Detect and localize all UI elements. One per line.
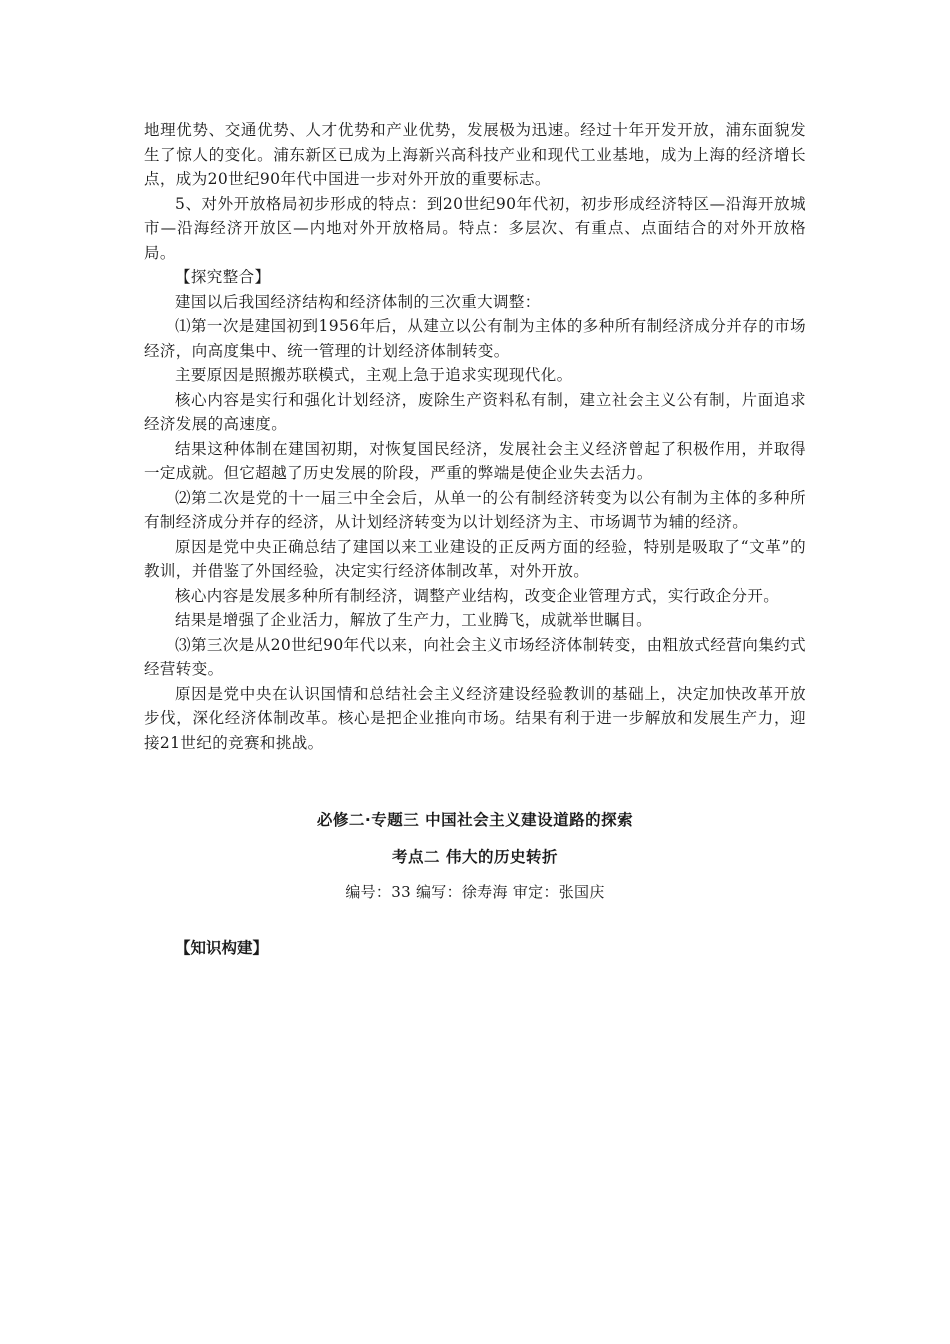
section-title: 必修二·专题三 中国社会主义建设道路的探索	[316, 811, 634, 829]
body-paragraph: 5、对外开放格局初步形成的特点：到20世纪90年代初，初步形成经济特区—沿海开放城市—沿海经济开放区—内地对外开放格局。特点：多层次、有重点、点面结合的对外开放格局。	[144, 194, 806, 262]
body-paragraph: 原因是党中央在认识国情和总结社会主义经济建设经验教训的基础上，决定加快改革开放步伐，深化经济体制改革。核心是把企业推向市场。结果有利于进一步解放和发展生产力，迎接21世纪的竞赛和挑战。	[144, 684, 806, 752]
body-paragraph: 核心内容是实行和强化计划经济，废除生产资料私有制，建立社会主义公有制，片面追求经济发展的高速度。	[144, 390, 806, 433]
body-paragraph: ⑵第二次是党的十一届三中全会后，从单一的公有制经济转变为以公有制为主体的多种所有制经济成分并存的经济，从计划经济转变为以计划经济为主、市场调节为辅的经济。	[144, 488, 806, 531]
body-paragraph: 结果这种体制在建国初期，对恢复国民经济，发展社会主义经济曾起了积极作用，并取得一定成就。但它超越了历史发展的阶段，严重的弊端是使企业失去活力。	[144, 439, 806, 482]
body-paragraph: 原因是党中央正确总结了建国以来工业建设的正反两方面的经验，特别是吸取了“文革”的教训，并借鉴了外国经验，决定实行经济体制改革，对外开放。	[144, 537, 806, 580]
body-paragraph: ⑴第一次是建国初到1956年后，从建立以公有制为主体的多种所有制经济成分并存的市场经济，向高度集中、统一管理的计划经济体制转变。	[144, 317, 806, 360]
body-paragraph: 主要原因是照搬苏联模式，主观上急于追求实现现代化。	[175, 366, 573, 384]
document-meta: 编号：33 编写：徐寿海 审定：张国庆	[345, 883, 605, 901]
body-paragraph: 地理优势、交通优势、人才优势和产业优势，发展极为迅速。经过十年开发开放，浦东面貌发生了惊人的变化。浦东新区已成为上海新兴高科技产业和现代工业基地，成为上海的经济增长点，成为20世纪90年代中国进一步对外开放的重要标志。	[144, 121, 806, 188]
section-gap	[144, 755, 806, 807]
section-subtitle: 考点二 伟大的历史转折	[392, 848, 558, 866]
body-paragraph: 建国以后我国经济结构和经济体制的三次重大调整：	[175, 292, 541, 311]
body-paragraph: 核心内容是发展多种所有制经济，调整产业结构，改变企业管理方式，实行政企分开。	[175, 586, 780, 605]
document-page	[144, 118, 806, 960]
body-paragraph: ⑶第三次是从20世纪90年代以来，向社会主义市场经济体制转变，由粗放式经营向集约式经营转变。	[144, 635, 806, 678]
body-paragraph: 结果是增强了企业活力，解放了生产力，工业腾飞，成就举世瞩目。	[175, 611, 653, 629]
body-paragraph: 【探究整合】	[175, 268, 271, 286]
knowledge-heading: 【知识构建】	[175, 938, 269, 957]
body-text	[144, 118, 806, 755]
